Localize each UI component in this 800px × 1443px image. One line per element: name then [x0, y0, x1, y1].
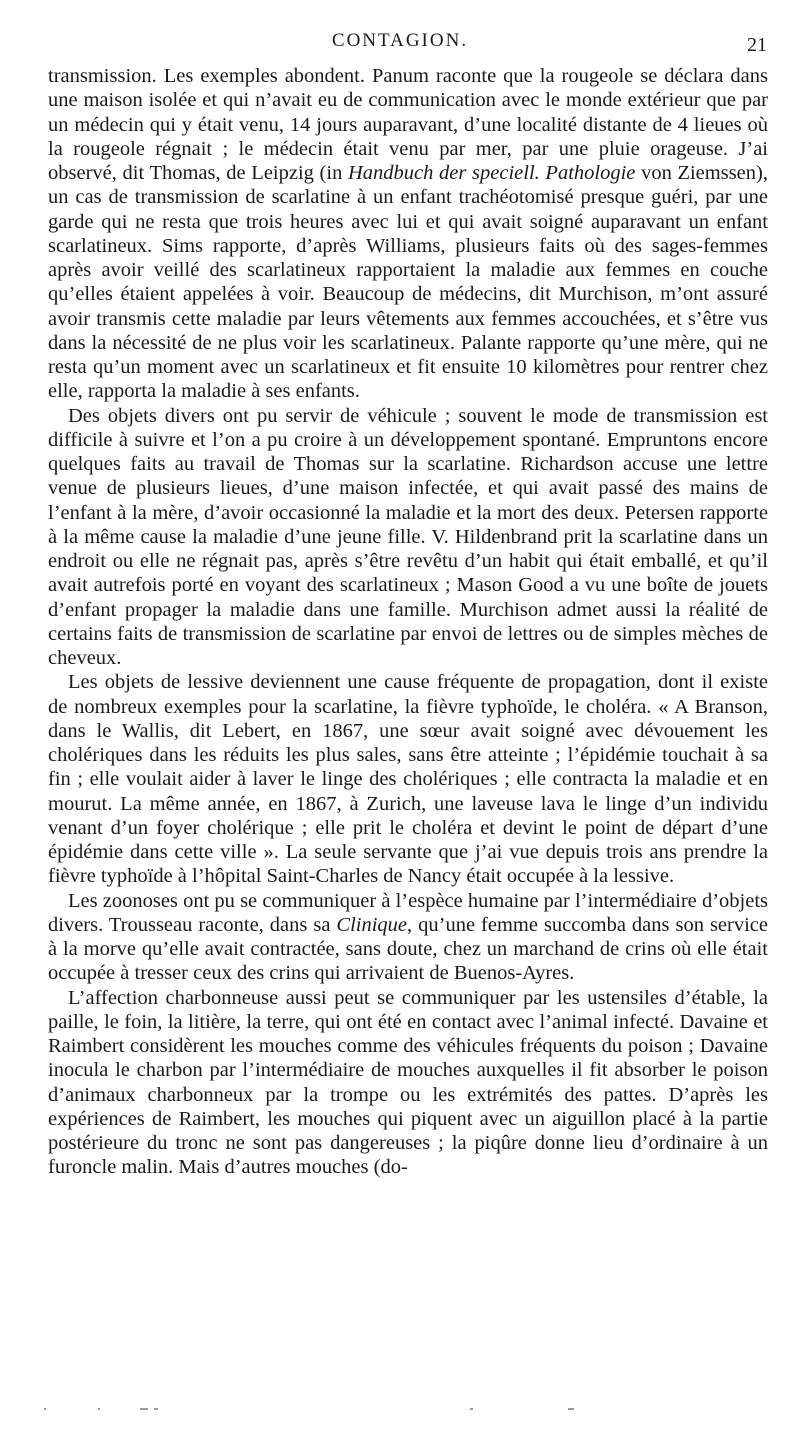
paragraph — [48, 64, 768, 404]
page-header — [0, 26, 800, 56]
text-run: , qu’une femme succomba dans son service à la morve qu’elle avait contractée, sans doute, chez un marchand de crins où elle était occupée à tresser ceux des crins qui arrivaient de Buenos-Ayres. — [48, 913, 768, 985]
italic-title: Handbuch der speciell. Pathologie — [348, 162, 636, 184]
text-run: Les objets de lessive deviennent une cause fréquente de propagation, dont il existe de nombreux exemples pour la scarlatine, la fièvre typhoïde, le choléra. « A Branson, dans le Wallis, dit Lebert, en 1867, une sœur avait soigné avec dévouement les cholériques dans les réduits les plus sales, sans être atteinte ; l’épidémie touchait à sa fin ; elle voulait aider à laver le linge des cholériques ; elle contracta la maladie et en mourut. La même année, en 1867, à Zurich, une laveuse lava le linge d’un individu venant d’un foyer cholérique ; elle prit le choléra et devint le point de départ d’une épidémie dans cette ville ». La seule servante que j’ai vue depuis trois ans prendre la fièvre typhoïde à l’hôpital Saint-Charles de Nancy était occupée à la lessive. — [48, 671, 768, 888]
text-run: L’affection charbonneuse aussi peut se communiquer par les ustensiles d’étable, la paille, le foin, la litière, la terre, qui ont été en contact avec l’animal infecté. Davaine et Raimbert considèrent les mouches comme des véhicules fréquents du poison ; Davaine inocula le charbon par l’intermédiaire de mouches auxquelles il fit absorber le poison d’animaux charbonneux par la trompe ou les extrémités des pattes. D’après les expériences de Raimbert, les mouches qui piquent avec un aiguillon placé à la partie postérieure du tronc ne sont pas dangereuses ; la piqûre donne lieu d’ordinaire à un furoncle malin. Mais d’autres mouches (do- — [48, 986, 768, 1179]
page-number: 21 — [747, 34, 767, 56]
paragraph — [48, 889, 768, 986]
italic-title: Clinique — [336, 913, 408, 936]
running-title: CONTAGION. — [331, 30, 469, 51]
body-text — [48, 64, 768, 1180]
text-run: transmission. Les exemples abondent. Panum raconte que la rougeole se déclara dans une maison isolée et qui n’avait eu de communication avec le monde extérieur que par un médecin qui y était venu, 14 jours auparavant, d’une localité distante de 4 lieues où la rougeole régnait ; le médecin était venu par mer, par une pluie orageuse. J’ai observé, dit Thomas, de Leipzig (in — [48, 65, 768, 184]
paragraph — [48, 404, 768, 671]
scan-specks — [40, 1408, 760, 1414]
text-run: von Ziemssen), un cas de transmission de scarlatine à un enfant trachéotomisé presque guéri, par une garde qui ne resta que trois heures avec lui et qui avait soigné auparavant un enfant scarlatineux. Sims rapporte, d’après Williams, plusieurs faits où des sages-femmes après avoir veillé des scarlatineux rapportaient la maladie aux femmes en couche qu’elles étaient appelées à voir. Beaucoup de médecins, dit Murchison, m’ont assuré avoir transmis cette maladie par leurs vêtements aux femmes accouchées, et s’être vus dans la nécessité de ne plus voir les scarlatineux. Palante rapporte qu’une mère, qui ne resta qu’un moment avec un scarlatineux et fit ensuite 10 kilomètres pour rentrer chez elle, rapporta la maladie à ses enfants. — [48, 162, 768, 403]
paragraph — [48, 986, 768, 1180]
text-run: Les zoonoses ont pu se communiquer à l’espèce humaine par l’intermédiaire d’objets divers. Trousseau raconte, dans sa — [48, 889, 768, 936]
paragraph — [48, 670, 768, 888]
text-run: Des objets divers ont pu servir de véhicule ; souvent le mode de transmission est difficile à suivre et l’on a pu croire à un développement spontané. Empruntons encore quelques faits au travail de Thomas sur la scarlatine. Richardson accuse une lettre venue de plusieurs lieues, d’une maison infectée, et qui avait passé des mains de l’enfant à la mère, d’avoir occasionné la maladie et la mort des deux. Petersen rapporte à la même cause la maladie d’une jeune fille. V. Hildenbrand prit la scarlatine dans un endroit ou elle ne régnait pas, après s’être revêtu d’un habit qui était emballé, et qu’il avait autrefois porté en voyant des scarlatineux ; Mason Good a vu une boîte de jouets d’enfant propager la maladie dans une famille. Murchison admet aussi la réalité de certains faits de transmission de scarlatine par envoi de lettres ou de simples mèches de cheveux. — [48, 404, 768, 669]
